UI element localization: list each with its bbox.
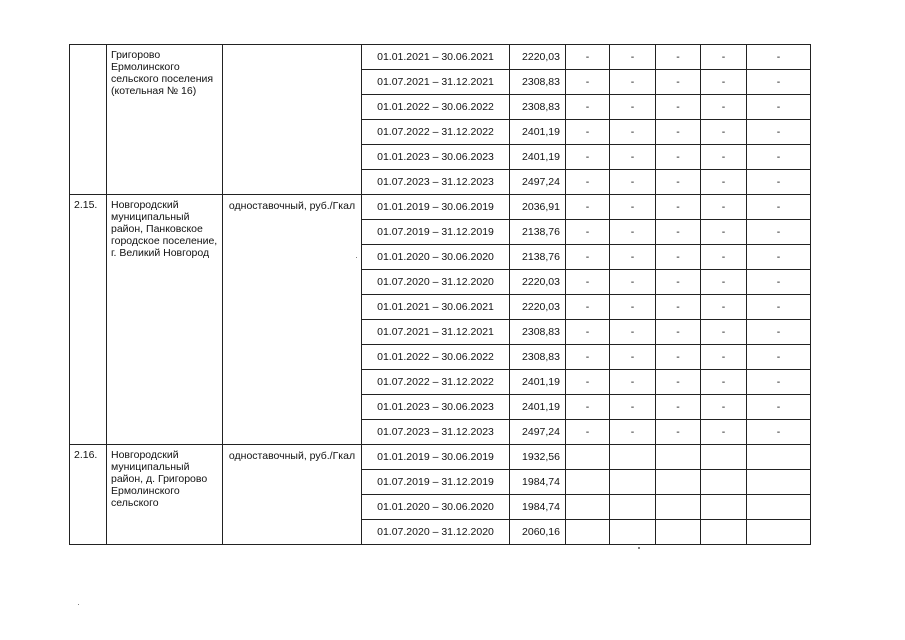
tariff-table-body: [70, 45, 811, 545]
tariff-value-cell: 2220,03: [510, 45, 566, 70]
extra-column-cell: -: [610, 370, 656, 395]
extra-column-cell: -: [610, 395, 656, 420]
tariff-value-cell: 2401,19: [510, 120, 566, 145]
extra-column-cell: [610, 520, 656, 545]
locality-name: Григорово Ермолинского сельского поселения (котельная № 16): [107, 45, 223, 195]
period-cell: 01.07.2020 – 31.12.2020: [362, 520, 510, 545]
extra-column-cell: -: [610, 170, 656, 195]
extra-column-cell: -: [747, 45, 811, 70]
extra-column-cell: [610, 470, 656, 495]
tariff-value-cell: 1984,74: [510, 495, 566, 520]
period-cell: 01.01.2021 – 30.06.2021: [362, 295, 510, 320]
extra-column-cell: -: [656, 345, 701, 370]
extra-column-cell: -: [747, 120, 811, 145]
extra-column-cell: [747, 520, 811, 545]
extra-column-cell: -: [747, 245, 811, 270]
extra-column-cell: -: [566, 170, 610, 195]
extra-column-cell: -: [610, 270, 656, 295]
tariff-value-cell: 2308,83: [510, 70, 566, 95]
extra-column-cell: -: [566, 345, 610, 370]
extra-column-cell: -: [566, 195, 610, 220]
period-cell: 01.01.2021 – 30.06.2021: [362, 45, 510, 70]
period-cell: 01.07.2021 – 31.12.2021: [362, 320, 510, 345]
extra-column-cell: -: [566, 220, 610, 245]
extra-column-cell: [566, 445, 610, 470]
locality-name: Новгородский муниципальный район, д. Григорово Ермолинского сельского: [107, 445, 223, 545]
extra-column-cell: -: [656, 45, 701, 70]
row-number: 2.16.: [70, 445, 107, 545]
tariff-unit: [223, 45, 362, 195]
extra-column-cell: -: [610, 70, 656, 95]
tariff-value-cell: 1932,56: [510, 445, 566, 470]
extra-column-cell: -: [610, 145, 656, 170]
tariff-table: [69, 44, 811, 545]
extra-column-cell: -: [747, 420, 811, 445]
period-cell: 01.01.2022 – 30.06.2022: [362, 345, 510, 370]
extra-column-cell: -: [610, 420, 656, 445]
extra-column-cell: -: [610, 345, 656, 370]
extra-column-cell: -: [656, 95, 701, 120]
extra-column-cell: -: [656, 195, 701, 220]
extra-column-cell: -: [747, 370, 811, 395]
tariff-value-cell: 2401,19: [510, 395, 566, 420]
extra-column-cell: -: [610, 95, 656, 120]
extra-column-cell: -: [747, 170, 811, 195]
extra-column-cell: -: [566, 145, 610, 170]
extra-column-cell: -: [656, 370, 701, 395]
extra-column-cell: -: [656, 270, 701, 295]
tariff-value-cell: 2138,76: [510, 220, 566, 245]
extra-column-cell: -: [701, 45, 747, 70]
tariff-value-cell: 2401,19: [510, 370, 566, 395]
scan-speck: [78, 604, 79, 605]
tariff-value-cell: 2308,83: [510, 95, 566, 120]
extra-column-cell: [701, 445, 747, 470]
scan-speck: [638, 547, 640, 549]
extra-column-cell: -: [701, 370, 747, 395]
extra-column-cell: -: [610, 220, 656, 245]
period-cell: 01.07.2023 – 31.12.2023: [362, 170, 510, 195]
extra-column-cell: -: [656, 145, 701, 170]
extra-column-cell: -: [701, 245, 747, 270]
scan-speck: [356, 257, 357, 258]
extra-column-cell: [701, 470, 747, 495]
period-cell: 01.01.2019 – 30.06.2019: [362, 195, 510, 220]
extra-column-cell: -: [656, 220, 701, 245]
period-cell: 01.01.2022 – 30.06.2022: [362, 95, 510, 120]
extra-column-cell: -: [701, 120, 747, 145]
extra-column-cell: [566, 520, 610, 545]
extra-column-cell: -: [566, 395, 610, 420]
table-row: [70, 445, 811, 470]
extra-column-cell: -: [701, 95, 747, 120]
extra-column-cell: -: [566, 95, 610, 120]
tariff-value-cell: 2497,24: [510, 420, 566, 445]
period-cell: 01.01.2023 – 30.06.2023: [362, 395, 510, 420]
period-cell: 01.07.2022 – 31.12.2022: [362, 370, 510, 395]
extra-column-cell: -: [656, 320, 701, 345]
extra-column-cell: -: [747, 145, 811, 170]
extra-column-cell: [747, 495, 811, 520]
extra-column-cell: -: [701, 395, 747, 420]
locality-name: Новгородский муниципальный район, Панковское городское поселение, г. Великий Новгород: [107, 195, 223, 445]
extra-column-cell: -: [566, 320, 610, 345]
extra-column-cell: -: [566, 45, 610, 70]
extra-column-cell: -: [701, 320, 747, 345]
period-cell: 01.07.2023 – 31.12.2023: [362, 420, 510, 445]
extra-column-cell: [656, 520, 701, 545]
extra-column-cell: -: [747, 195, 811, 220]
extra-column-cell: -: [747, 345, 811, 370]
extra-column-cell: [747, 470, 811, 495]
extra-column-cell: -: [701, 345, 747, 370]
extra-column-cell: [566, 495, 610, 520]
extra-column-cell: -: [701, 145, 747, 170]
extra-column-cell: -: [566, 120, 610, 145]
extra-column-cell: -: [566, 245, 610, 270]
period-cell: 01.01.2023 – 30.06.2023: [362, 145, 510, 170]
tariff-value-cell: 2036,91: [510, 195, 566, 220]
period-cell: 01.07.2021 – 31.12.2021: [362, 70, 510, 95]
extra-column-cell: -: [747, 320, 811, 345]
extra-column-cell: -: [610, 45, 656, 70]
extra-column-cell: -: [747, 220, 811, 245]
tariff-value-cell: 1984,74: [510, 470, 566, 495]
extra-column-cell: -: [656, 120, 701, 145]
extra-column-cell: -: [566, 270, 610, 295]
extra-column-cell: -: [566, 70, 610, 95]
extra-column-cell: -: [610, 120, 656, 145]
table-row: [70, 195, 811, 220]
extra-column-cell: -: [747, 395, 811, 420]
tariff-value-cell: 2497,24: [510, 170, 566, 195]
period-cell: 01.07.2022 – 31.12.2022: [362, 120, 510, 145]
extra-column-cell: -: [747, 70, 811, 95]
extra-column-cell: -: [656, 245, 701, 270]
extra-column-cell: -: [566, 370, 610, 395]
extra-column-cell: [656, 470, 701, 495]
period-cell: 01.01.2020 – 30.06.2020: [362, 245, 510, 270]
extra-column-cell: [610, 445, 656, 470]
extra-column-cell: -: [610, 320, 656, 345]
extra-column-cell: -: [566, 295, 610, 320]
tariff-value-cell: 2060,16: [510, 520, 566, 545]
extra-column-cell: -: [701, 270, 747, 295]
tariff-value-cell: 2220,03: [510, 270, 566, 295]
period-cell: 01.01.2019 – 30.06.2019: [362, 445, 510, 470]
extra-column-cell: -: [656, 420, 701, 445]
extra-column-cell: [656, 495, 701, 520]
tariff-value-cell: 2401,19: [510, 145, 566, 170]
extra-column-cell: -: [701, 195, 747, 220]
extra-column-cell: [566, 470, 610, 495]
extra-column-cell: -: [656, 395, 701, 420]
extra-column-cell: -: [656, 70, 701, 95]
extra-column-cell: -: [747, 295, 811, 320]
extra-column-cell: -: [610, 195, 656, 220]
extra-column-cell: -: [701, 420, 747, 445]
extra-column-cell: -: [701, 70, 747, 95]
tariff-value-cell: 2220,03: [510, 295, 566, 320]
extra-column-cell: -: [566, 420, 610, 445]
tariff-unit: одноставочный, руб./Гкал: [223, 445, 362, 545]
extra-column-cell: -: [747, 95, 811, 120]
tariff-value-cell: 2308,83: [510, 320, 566, 345]
period-cell: 01.07.2019 – 31.12.2019: [362, 470, 510, 495]
extra-column-cell: [610, 495, 656, 520]
tariff-unit: одноставочный, руб./Гкал: [223, 195, 362, 445]
row-number: [70, 45, 107, 195]
table-row: [70, 45, 811, 70]
extra-column-cell: -: [701, 170, 747, 195]
tariff-value-cell: 2308,83: [510, 345, 566, 370]
extra-column-cell: -: [747, 270, 811, 295]
period-cell: 01.07.2020 – 31.12.2020: [362, 270, 510, 295]
extra-column-cell: -: [701, 295, 747, 320]
period-cell: 01.01.2020 – 30.06.2020: [362, 495, 510, 520]
row-number: 2.15.: [70, 195, 107, 445]
extra-column-cell: -: [610, 245, 656, 270]
period-cell: 01.07.2019 – 31.12.2019: [362, 220, 510, 245]
tariff-value-cell: 2138,76: [510, 245, 566, 270]
extra-column-cell: [656, 445, 701, 470]
extra-column-cell: -: [656, 295, 701, 320]
extra-column-cell: [747, 445, 811, 470]
extra-column-cell: -: [701, 220, 747, 245]
extra-column-cell: [701, 520, 747, 545]
extra-column-cell: [701, 495, 747, 520]
extra-column-cell: -: [656, 170, 701, 195]
extra-column-cell: -: [610, 295, 656, 320]
